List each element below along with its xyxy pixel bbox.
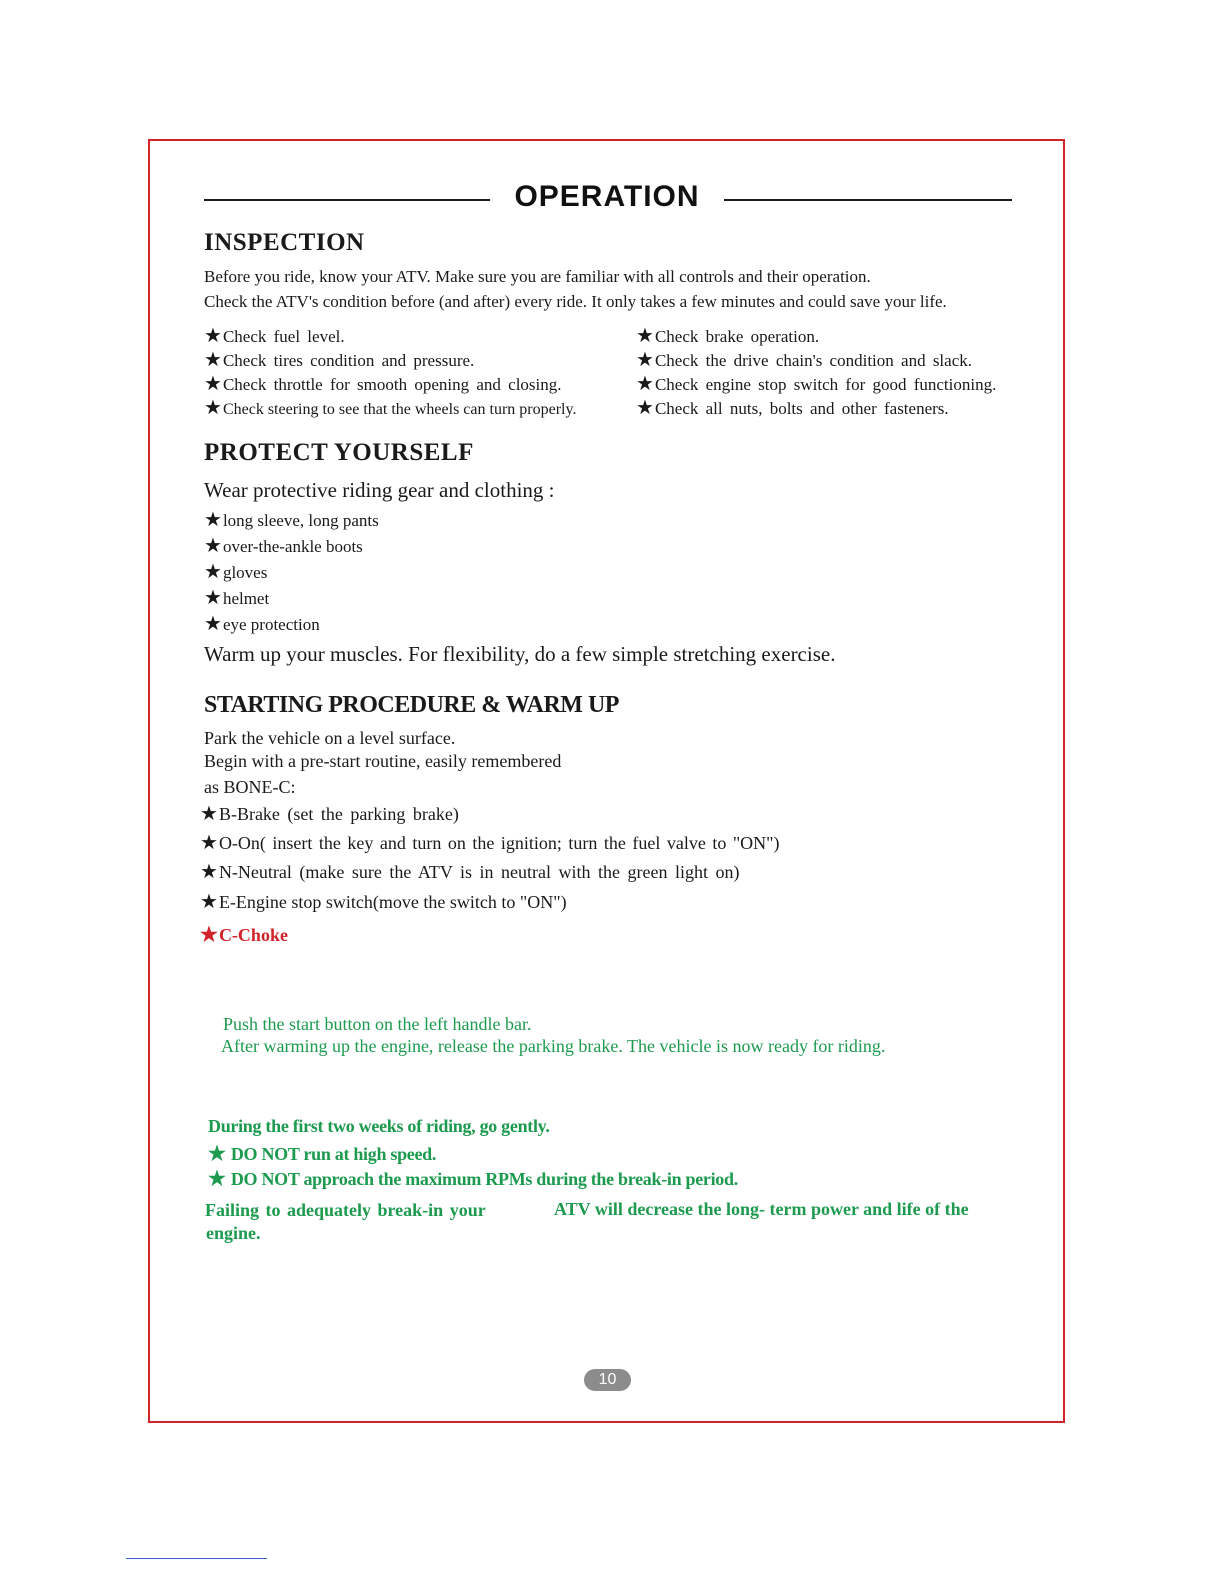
protect-item: ★long sleeve, long pants <box>204 509 379 531</box>
inspection-item: ★Check throttle for smooth opening and closing. <box>204 373 562 395</box>
bone-item-brake: ★B-Brake (set the parking brake) <box>200 803 459 825</box>
star-icon: ★ <box>204 561 222 583</box>
breakin-failing-b: ATV will decrease the long- term power and life of the <box>554 1199 969 1219</box>
star-icon: ★ <box>204 397 222 419</box>
star-icon: ★ <box>204 509 222 531</box>
protect-intro: Wear protective riding gear and clothing : <box>204 478 555 502</box>
push-start-text: Push the start button on the left handle bar. <box>223 1014 532 1034</box>
inspection-heading: INSPECTION <box>204 229 365 256</box>
bottom-divider <box>126 1558 267 1559</box>
inspection-intro-2: Check the ATV's condition before (and after) every ride. It only takes a few minutes and could save your life. <box>204 292 947 311</box>
star-icon: ★ <box>636 397 654 419</box>
inspection-item: ★Check tires condition and pressure. <box>204 349 475 371</box>
starting-heading: STARTING PROCEDURE & WARM UP <box>204 692 619 718</box>
breakin-item: ★ DO NOT run at high speed. <box>208 1143 437 1165</box>
inspection-item: ★Check all nuts, bolts and other fasteners. <box>636 397 949 419</box>
star-icon: ★ <box>204 349 222 371</box>
star-icon: ★ <box>204 613 222 635</box>
protect-item: ★over-the-ankle boots <box>204 535 363 557</box>
star-icon: ★ <box>204 373 222 395</box>
star-icon: ★ <box>204 587 222 609</box>
inspection-item: ★Check fuel level. <box>204 325 345 347</box>
inspection-item: ★Check brake operation. <box>636 325 820 347</box>
protect-warmup: Warm up your muscles. For flexibility, do a few simple stretching exercise. <box>204 642 836 666</box>
inspection-intro-1: Before you ride, know your ATV. Make sure you are familiar with all controls and their operation. <box>204 267 871 286</box>
star-icon: ★ <box>204 325 222 347</box>
title-rule-left <box>204 199 490 201</box>
breakin-item: ★ DO NOT approach the maximum RPMs during the break-in period. <box>208 1168 738 1190</box>
after-warmup-text: After warming up the engine, release the parking brake. The vehicle is now ready for riding. <box>221 1036 886 1056</box>
starting-line: as BONE-C: <box>204 777 296 797</box>
inspection-item: ★Check the drive chain's condition and slack. <box>636 349 972 371</box>
star-icon: ★ <box>208 1143 226 1165</box>
protect-item: ★gloves <box>204 561 268 583</box>
protect-item: ★eye protection <box>204 613 320 635</box>
bone-item-choke: ★C-Choke <box>200 924 288 946</box>
star-icon: ★ <box>200 803 218 825</box>
breakin-failing-a: Failing to adequately break-in your <box>205 1200 486 1220</box>
starting-line: Begin with a pre-start routine, easily remembered <box>204 751 562 771</box>
star-icon: ★ <box>636 373 654 395</box>
protect-heading: PROTECT YOURSELF <box>204 439 474 466</box>
bone-item-engine: ★E-Engine stop switch(move the switch to "ON") <box>200 891 567 913</box>
star-icon: ★ <box>208 1168 226 1190</box>
inspection-item: ★Check steering to see that the wheels can turn properly. <box>204 397 577 419</box>
star-icon: ★ <box>200 861 218 883</box>
starting-line: Park the vehicle on a level surface. <box>204 728 456 748</box>
star-icon: ★ <box>636 325 654 347</box>
title-rule-right <box>724 199 1012 201</box>
page-number-badge: 10 <box>584 1369 631 1391</box>
star-icon: ★ <box>200 832 218 854</box>
protect-item: ★helmet <box>204 587 270 609</box>
star-icon: ★ <box>200 891 218 913</box>
bone-item-neutral: ★N-Neutral (make sure the ATV is in neutral with the green light on) <box>200 861 740 883</box>
bone-item-on: ★O-On( insert the key and turn on the ignition; turn the fuel valve to "ON") <box>200 832 780 854</box>
star-icon: ★ <box>204 535 222 557</box>
breakin-failing-c: engine. <box>206 1223 261 1243</box>
star-icon: ★ <box>636 349 654 371</box>
inspection-item: ★Check engine stop switch for good functioning. <box>636 373 997 395</box>
star-icon: ★ <box>200 924 218 946</box>
breakin-intro: During the first two weeks of riding, go gently. <box>208 1116 550 1136</box>
page-title: OPERATION <box>514 180 700 213</box>
